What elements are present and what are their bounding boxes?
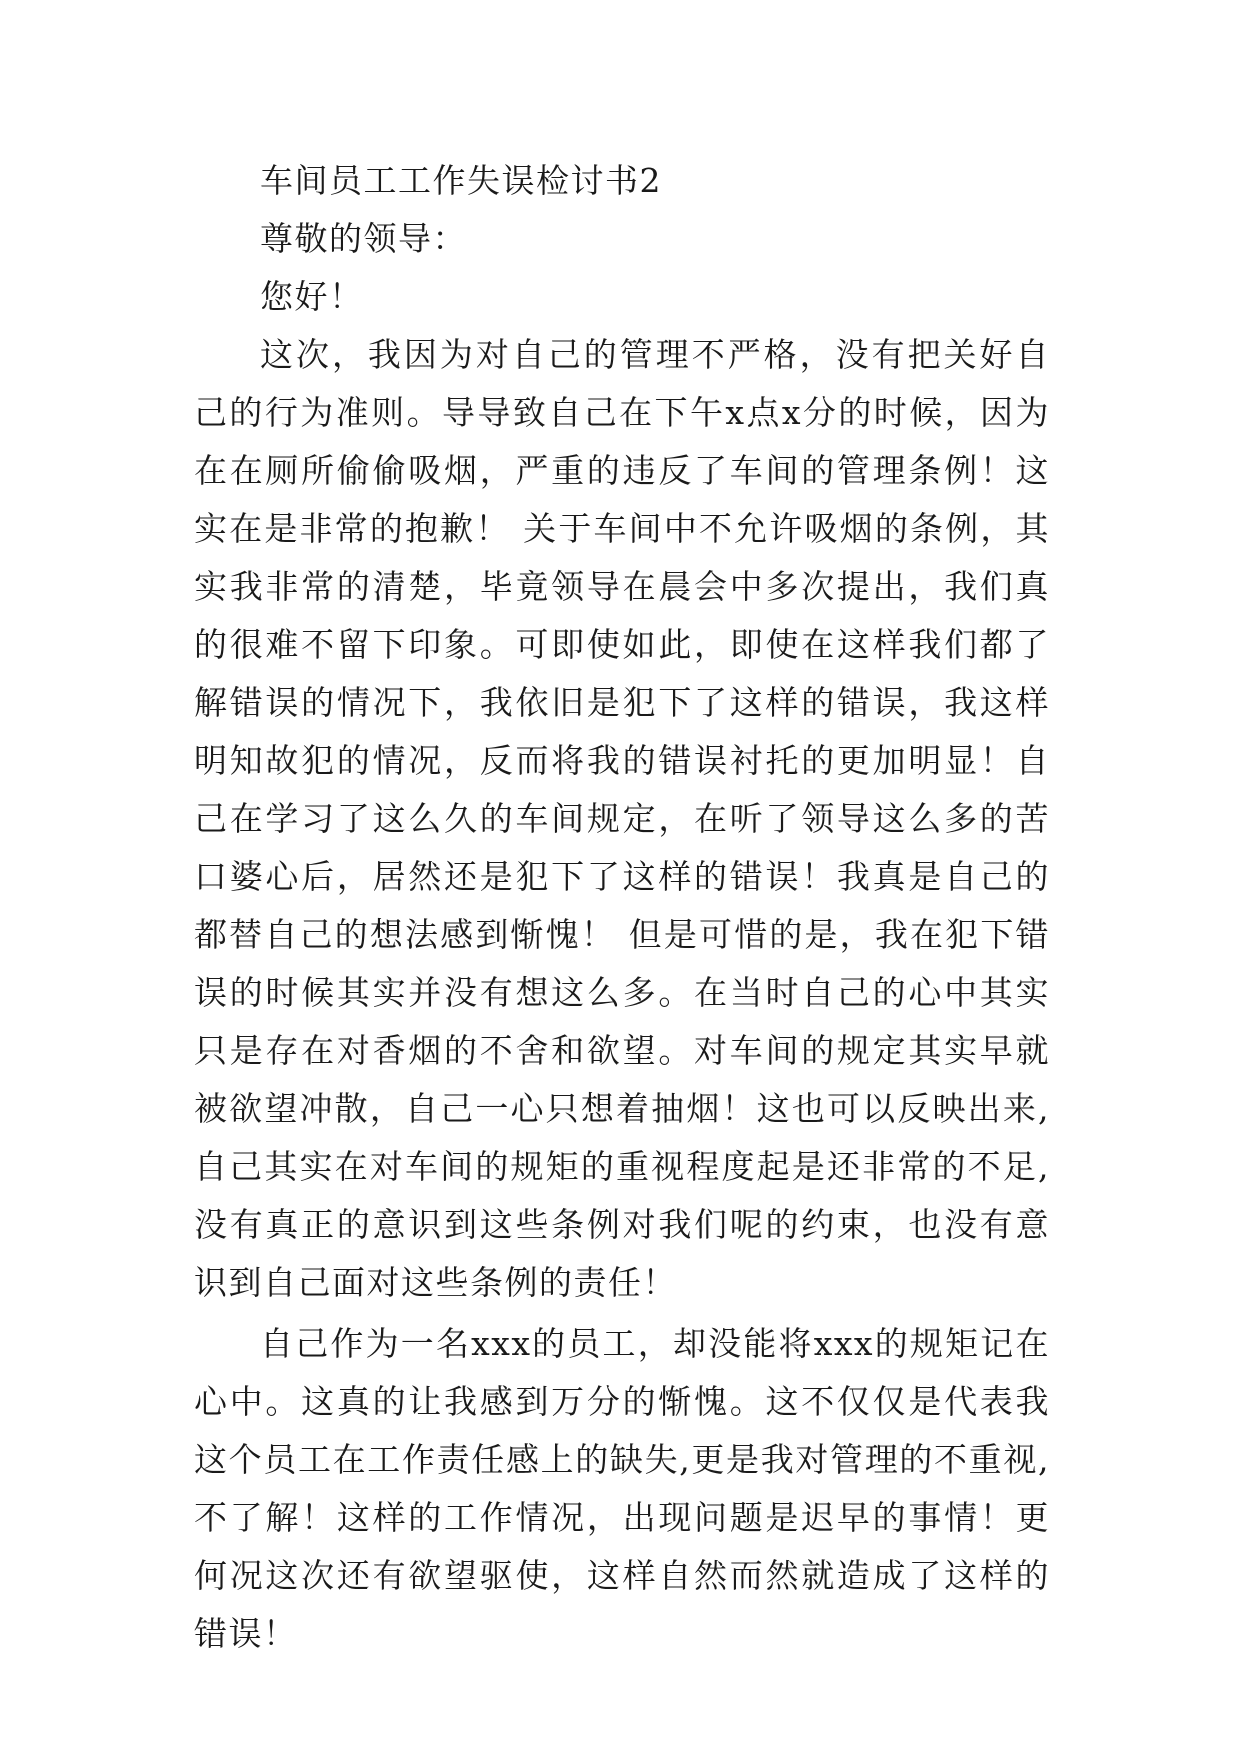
salutation: 尊敬的领导：	[260, 219, 467, 258]
greeting: 您好！	[260, 277, 364, 316]
body-paragraph-2: 自己作为一名xxx的员工，却没能将xxx的规矩记在心中。这真的让我感到万分的惭愧。这不仅仅是代表我这个员工在工作责任感上的缺失,更是我对管理的不重视,不了解！这样的工作情况，出现问题是迟早的事情！更何况这次还有欲望驱使，这样自然而然就造成了这样的错误！	[194, 1324, 1050, 1653]
document-title: 车间员工工作失误检讨书2	[260, 161, 662, 200]
document-body	[194, 152, 1050, 1663]
body-paragraph-1: 这次，我因为对自己的管理不严格，没有把关好自己的行为准则。导导致自己在下午x点x分的时候，因为在在厕所偷偷吸烟，严重的违反了车间的管理条例！这实在是非常的抱歉！ 关于车间中不允许吸烟的条例，其实我非常的清楚，毕竟领导在晨会中多次提出，我们真的很难不留下印象。可即使如此，即使在这样我们都了解错误的情况下，我依旧是犯下了这样的错误，我这样明知故犯的情况，反而将我的错误衬托的更加明显！自己在学习了这么久的车间规定，在听了领导这么多的苦口婆心后，居然还是犯下了这样的错误！我真是自己的都替自己的想法感到惭愧！ 但是可惜的是，我在犯下错误的时候其实并没有想这么多。在当时自己的心中其实只是存在对香烟的不舍和欲望。对车间的规定其实早就被欲望冲散，自己一心只想着抽烟！这也可以反映出来,自己其实在对车间的规矩的重视程度起是还非常的不足,没有真正的意识到这些条例对我们呢的约束，也没有意识到自己面对这些条例的责任！	[194, 335, 1050, 1302]
